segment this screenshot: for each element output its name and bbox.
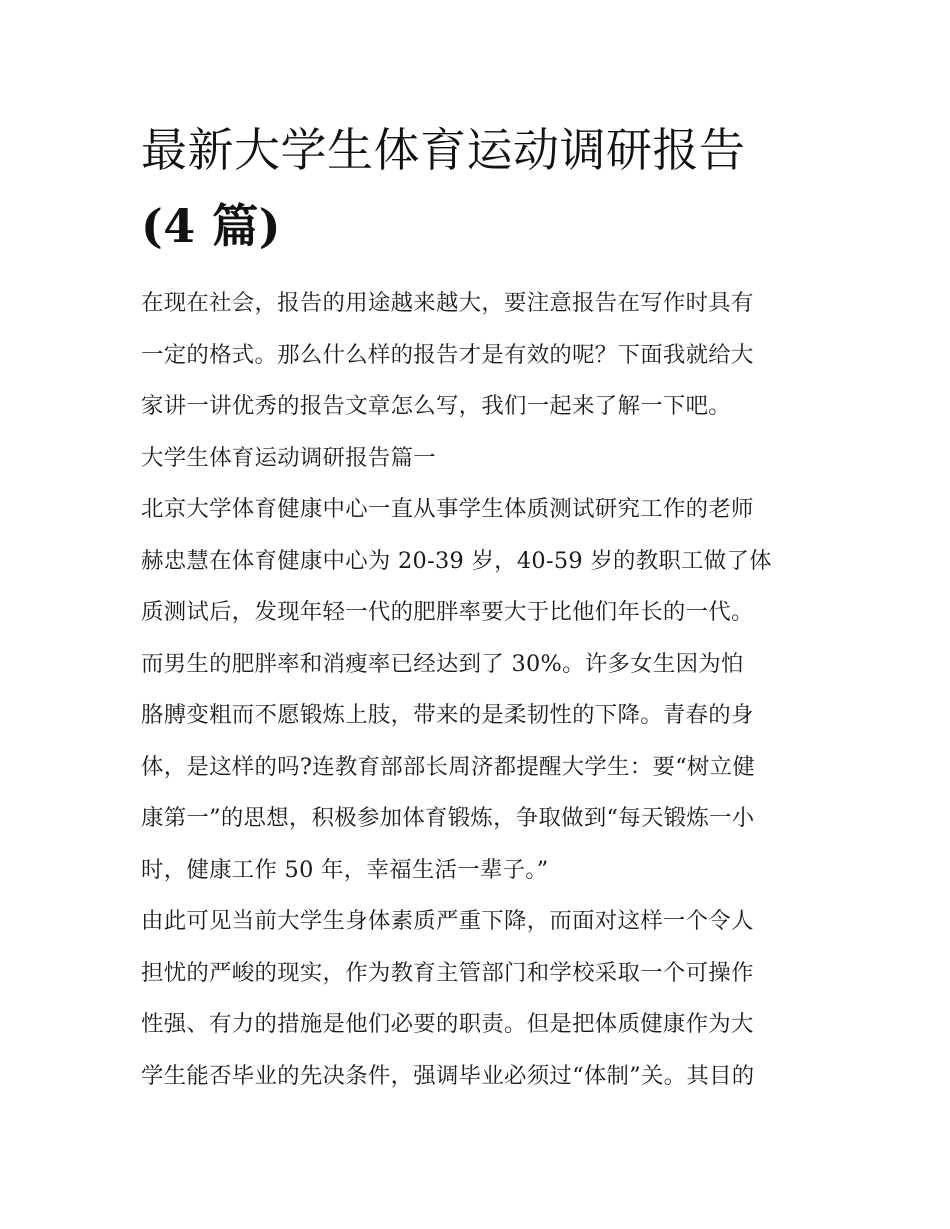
intro-line: 在现在社会，报告的用途越来越大，要注意报告在写作时具有	[141, 290, 754, 316]
paragraph-line: 性强、有力的措施是他们必要的职责。但是把体质健康作为大	[141, 1011, 754, 1037]
paragraph-line: 学生能否毕业的先决条件，强调毕业必须过“体制”关。其目的	[141, 1062, 755, 1089]
section-heading-text: 大学生体育运动调研报告篇一	[141, 444, 436, 471]
intro-line: 家讲一讲优秀的报告文章怎么写，我们一起来了解一下吧。	[141, 393, 731, 419]
paragraph-line: 由此可见当前大学生身体素质严重下降，而面对这样一个令人	[141, 908, 754, 934]
paragraph-line: 康第一”的思想，积极参加体育锻炼，争取做到“每天锻炼一小	[141, 805, 755, 831]
paragraph-line: 时，健康工作 50 年，幸福生活一辈子。”	[141, 856, 549, 883]
section-heading	[141, 433, 813, 485]
paragraph-line: 而男生的肥胖率和消瘦率已经达到了 30%。许多女生因为怕	[141, 650, 744, 677]
paragraph-line: 赫忠慧在体育健康中心为 20-39 岁，40-59 岁的教职工做了体	[141, 547, 772, 574]
document-title	[141, 112, 813, 264]
intro-paragraph	[141, 278, 813, 433]
paragraph-line: 体，是这样的吗?连教育部部长周济都提醒大学生：要“树立健	[141, 753, 756, 780]
paragraph-line: 担忧的严峻的现实，作为教育主管部门和学校采取一个可操作	[141, 959, 754, 986]
paragraph-line: 质测试后，发现年轻一代的肥胖率要大于比他们年长的一代。	[141, 599, 754, 625]
title-line-1: 最新大学生体育运动调研报告	[141, 123, 746, 177]
document-body	[141, 112, 813, 1102]
title-line-2: (4 篇)	[141, 199, 282, 253]
intro-line: 一定的格式。那么什么样的报告才是有效的呢？下面我就给大	[141, 341, 754, 368]
paragraph-line: 胳膊变粗而不愿锻炼上肢，带来的是柔韧性的下降。青春的身	[141, 702, 754, 728]
body-paragraph-2	[141, 896, 813, 1102]
paragraph-line: 北京大学体育健康中心一直从事学生体质测试研究工作的老师	[141, 496, 754, 522]
body-paragraph-1	[141, 484, 813, 896]
